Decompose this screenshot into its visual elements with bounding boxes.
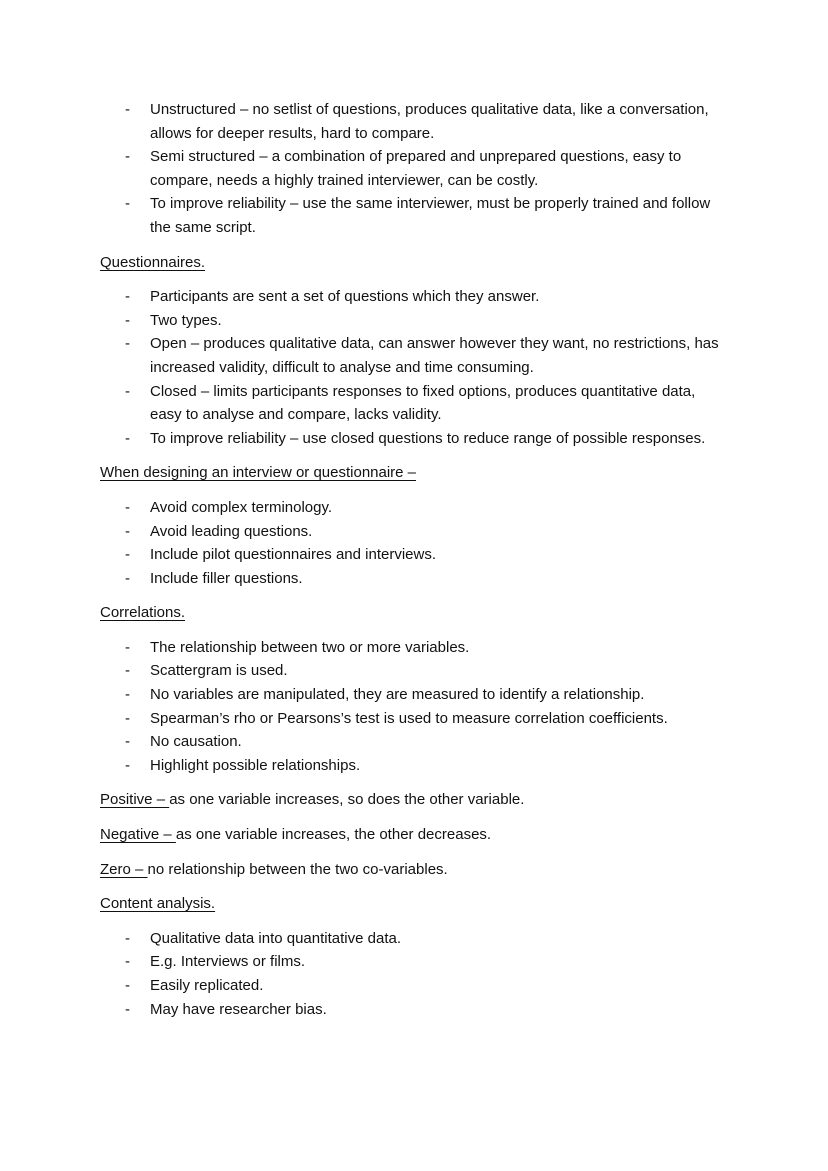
content-analysis-list (100, 927, 728, 1021)
definition-term: Positive – (100, 791, 170, 809)
list-item (100, 927, 728, 951)
definition-negative (100, 823, 728, 847)
content-analysis-heading: Content analysis. (100, 895, 216, 913)
list-item-text: Semi structured – a combination of prepared and unprepared questions, easy to compare, needs a highly trained interviewer, can be costly. (150, 148, 682, 189)
bullet-dash: - (125, 1000, 130, 1018)
list-item (100, 998, 728, 1022)
bullet-dash: - (125, 733, 130, 751)
bullet-dash: - (125, 709, 130, 727)
list-item-text: Closed – limits participants responses to fixed options, produces quantitative data, easy to analyse and compare, lacks validity. (150, 382, 696, 424)
list-item-text: Highlight possible relationships. (150, 756, 361, 774)
bullet-dash: - (125, 522, 130, 540)
list-item (100, 98, 728, 145)
list-item (100, 707, 728, 731)
list-item (100, 730, 728, 754)
correlations-list (100, 636, 728, 778)
definition-term: Negative – (100, 826, 176, 844)
list-item-text: Unstructured – no setlist of questions, produces qualitative data, like a conversation, allows for deeper results, hard to compare. (150, 101, 709, 142)
definition-term: Zero – (100, 860, 148, 878)
list-item (100, 380, 728, 427)
bullet-dash: - (125, 382, 130, 400)
bullet-dash: - (125, 101, 130, 118)
list-item (100, 567, 728, 591)
list-item-text: No causation. (150, 733, 242, 751)
list-item-text: The relationship between two or more variables. (150, 638, 470, 656)
bullet-dash: - (125, 288, 130, 306)
list-item (100, 309, 728, 333)
designing-heading: When designing an interview or questionnaire – (100, 464, 417, 482)
bullet-dash: - (125, 686, 130, 704)
designing-list (100, 496, 728, 590)
list-item-text: Spearman’s rho or Pearsons’s test is used to measure correlation coefficients. (150, 709, 668, 727)
list-item (100, 145, 728, 192)
bullet-dash: - (125, 429, 130, 447)
bullet-dash: - (125, 977, 130, 994)
questionnaires-list (100, 285, 728, 450)
definition-zero (100, 858, 728, 882)
bullet-dash: - (125, 929, 130, 947)
list-item (100, 754, 728, 778)
list-item (100, 683, 728, 707)
bullet-dash: - (125, 953, 130, 971)
list-item-text: Two types. (150, 311, 222, 329)
correlations-heading: Correlations. (100, 604, 186, 622)
list-item-text: To improve reliability – use the same interviewer, must be properly trained and follow the same script. (150, 195, 711, 236)
list-item-text: Avoid leading questions. (150, 522, 313, 540)
list-item-text: No variables are manipulated, they are measured to identify a relationship. (150, 686, 645, 704)
list-item-text: Avoid complex terminology. (150, 498, 333, 516)
list-item (100, 543, 728, 567)
bullet-dash: - (125, 148, 130, 166)
list-item-text: Include filler questions. (150, 569, 303, 587)
list-item-text: Open – produces qualitative data, can answer however they want, no restrictions, has increased validity, difficult to analyse and time consuming. (150, 335, 719, 376)
list-item-text: Include pilot questionnaires and interviews. (150, 546, 437, 564)
list-item-text: Qualitative data into quantitative data. (150, 929, 402, 947)
list-item (100, 974, 728, 998)
list-item-text: Participants are sent a set of questions which they answer. (150, 288, 540, 306)
list-item (100, 192, 728, 239)
list-item-text: Scattergram is used. (150, 662, 288, 680)
list-item-text: E.g. Interviews or films. (150, 953, 306, 971)
definition-text: as one variable increases, so does the other variable. (169, 791, 525, 809)
list-item (100, 496, 728, 520)
definition-text: as one variable increases, the other decreases. (175, 826, 492, 844)
list-item (100, 520, 728, 544)
definition-positive (100, 788, 728, 812)
bullet-dash: - (125, 311, 130, 329)
questionnaires-heading: Questionnaires. (100, 253, 206, 271)
bullet-dash: - (125, 756, 130, 774)
list-item (100, 427, 728, 451)
list-item (100, 332, 728, 379)
definition-text: no relationship between the two co-variables. (147, 860, 448, 878)
list-item-text: To improve reliability – use closed questions to reduce range of possible responses. (150, 429, 706, 447)
bullet-dash: - (125, 569, 130, 587)
bullet-dash: - (125, 498, 130, 516)
list-item-text: May have researcher bias. (150, 1000, 327, 1018)
list-item (100, 659, 728, 683)
bullet-dash: - (125, 546, 130, 564)
list-item (100, 950, 728, 974)
interview-types-list (100, 98, 728, 240)
bullet-dash: - (125, 195, 130, 213)
bullet-dash: - (125, 662, 130, 680)
list-item (100, 285, 728, 309)
bullet-dash: - (125, 638, 130, 656)
list-item-text: Easily replicated. (150, 977, 264, 994)
list-item (100, 636, 728, 660)
bullet-dash: - (125, 335, 130, 353)
